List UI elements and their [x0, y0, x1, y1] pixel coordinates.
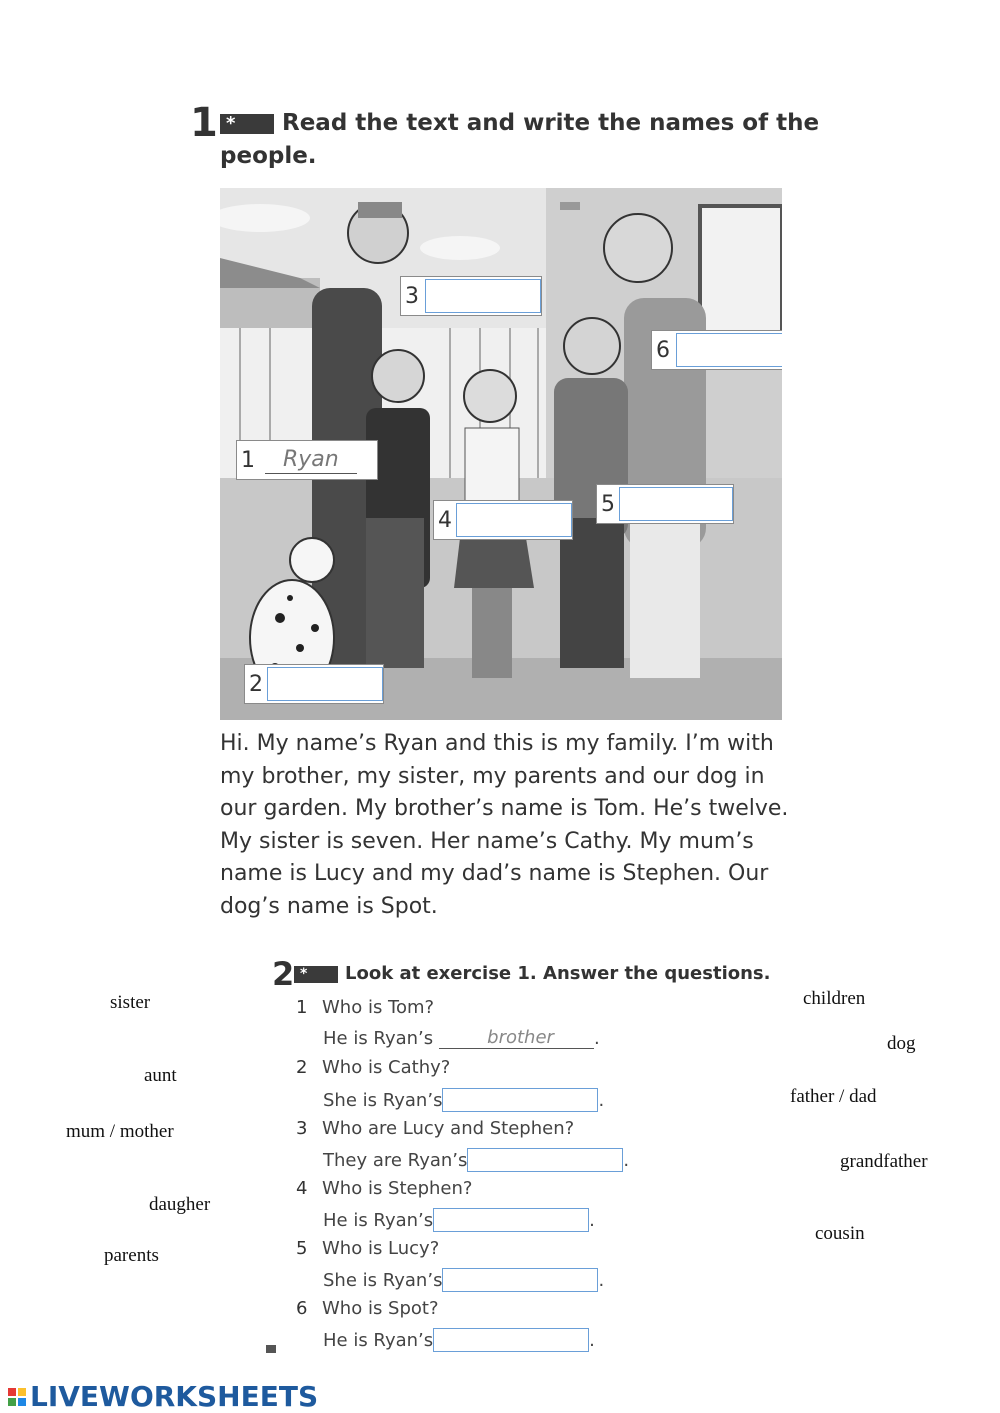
word-bank-parents[interactable]: parents	[104, 1245, 159, 1266]
answer-2-input[interactable]	[442, 1088, 598, 1112]
reading-line-3: our garden. My brother’s name is Tom. He’s twelve.	[220, 796, 789, 821]
reading-text	[220, 728, 790, 923]
question-1	[296, 997, 434, 1018]
answer-1-prefix: He is Ryan’s	[323, 1027, 434, 1049]
answer-6	[323, 1328, 595, 1352]
label-6-number: 6	[656, 337, 670, 363]
liveworksheets-footer[interactable]	[8, 1380, 318, 1413]
answer-4-suffix: .	[589, 1209, 595, 1231]
word-bank-children[interactable]: children	[803, 988, 866, 1009]
question-5	[296, 1238, 439, 1259]
label-2	[244, 664, 384, 704]
label-6-input[interactable]	[676, 333, 782, 367]
answer-3-input[interactable]	[467, 1148, 623, 1172]
question-5-number: 5	[296, 1238, 308, 1259]
answer-1-sample: brother	[439, 1027, 594, 1049]
exercise1-star-badge: *	[220, 114, 274, 134]
word-bank-mum-mother[interactable]: mum / mother	[66, 1121, 174, 1142]
label-4	[433, 500, 573, 540]
answer-2-prefix: She is Ryan’s	[323, 1089, 443, 1111]
word-bank-father-dad[interactable]: father / dad	[790, 1086, 877, 1107]
answer-5-prefix: She is Ryan’s	[323, 1269, 443, 1291]
question-4-text: Who is Stephen?	[322, 1178, 473, 1199]
page-mark	[266, 1345, 276, 1353]
question-2-text: Who is Cathy?	[322, 1057, 451, 1078]
label-4-number: 4	[438, 507, 452, 533]
answer-1-suffix: .	[593, 1027, 600, 1049]
label-5-number: 5	[601, 491, 615, 517]
label-3-number: 3	[405, 283, 419, 309]
answer-2	[323, 1088, 604, 1112]
answer-3-suffix: .	[623, 1149, 630, 1171]
answer-3	[323, 1148, 629, 1172]
label-5-input[interactable]	[619, 487, 733, 521]
question-2	[296, 1057, 450, 1078]
label-2-input[interactable]	[267, 667, 383, 701]
reading-line-4: My sister is seven. Her name’s Cathy. My mum’s	[220, 828, 754, 854]
question-4-number: 4	[296, 1178, 308, 1199]
reading-line-6: dog’s name is Spot.	[220, 893, 438, 919]
question-6	[296, 1298, 439, 1319]
question-1-number: 1	[296, 997, 308, 1018]
question-4	[296, 1178, 472, 1199]
exercise2-star-badge: *	[294, 966, 338, 983]
answer-5	[323, 1268, 604, 1292]
word-bank-daugher[interactable]: daugher	[149, 1194, 211, 1215]
word-bank-grandfather[interactable]: grandfather	[840, 1151, 928, 1172]
exercise1-instruction-line1: Read the text and write the names of the	[282, 110, 820, 136]
word-bank-cousin[interactable]: cousin	[815, 1223, 865, 1244]
question-2-number: 2	[296, 1057, 308, 1078]
answer-5-input[interactable]	[442, 1268, 598, 1292]
label-6	[651, 330, 782, 370]
word-bank-dog[interactable]: dog	[887, 1033, 916, 1054]
question-6-number: 6	[296, 1298, 308, 1319]
answer-4	[323, 1208, 595, 1232]
answer-5-suffix: .	[598, 1269, 605, 1291]
family-illustration	[220, 188, 782, 720]
label-1-number: 1	[241, 447, 255, 473]
label-3	[400, 276, 542, 316]
question-3-number: 3	[296, 1118, 308, 1139]
answer-6-suffix: .	[589, 1329, 595, 1351]
label-2-number: 2	[249, 671, 263, 697]
liveworksheets-logo-icon	[8, 1388, 26, 1406]
answer-4-prefix: He is Ryan’s	[323, 1209, 434, 1231]
exercise2-number: 2	[272, 955, 295, 993]
exercise1-number: 1	[190, 100, 218, 146]
liveworksheets-brand: LIVEWORKSHEETS	[30, 1380, 319, 1413]
label-5	[596, 484, 734, 524]
word-bank-aunt[interactable]: aunt	[144, 1065, 177, 1086]
reading-line-2: my brother, my sister, my parents and our dog in	[220, 763, 765, 789]
question-6-text: Who is Spot?	[322, 1298, 439, 1319]
answer-2-suffix: .	[598, 1089, 605, 1111]
question-5-text: Who is Lucy?	[322, 1238, 440, 1259]
answer-6-prefix: He is Ryan’s	[323, 1329, 434, 1351]
answer-6-input[interactable]	[433, 1328, 589, 1352]
label-4-input[interactable]	[456, 503, 572, 537]
label-1	[236, 440, 378, 480]
answer-1	[323, 1027, 600, 1049]
exercise2-instruction: Look at exercise 1. Answer the questions.	[345, 963, 771, 984]
reading-line-5: name is Lucy and my dad’s name is Stephen. Our	[220, 861, 769, 886]
question-3	[296, 1118, 574, 1139]
answer-3-prefix: They are Ryan’s	[323, 1149, 468, 1171]
answer-4-input[interactable]	[433, 1208, 589, 1232]
label-1-sample-answer: Ryan	[265, 447, 357, 474]
reading-line-1: Hi. My name’s Ryan and this is my family. I’m with	[220, 731, 774, 756]
question-1-text: Who is Tom?	[322, 997, 435, 1018]
label-3-input[interactable]	[425, 279, 541, 313]
word-bank-sister[interactable]: sister	[110, 992, 151, 1013]
question-3-text: Who are Lucy and Stephen?	[322, 1118, 575, 1139]
exercise1-instruction-line2: people.	[220, 143, 317, 169]
